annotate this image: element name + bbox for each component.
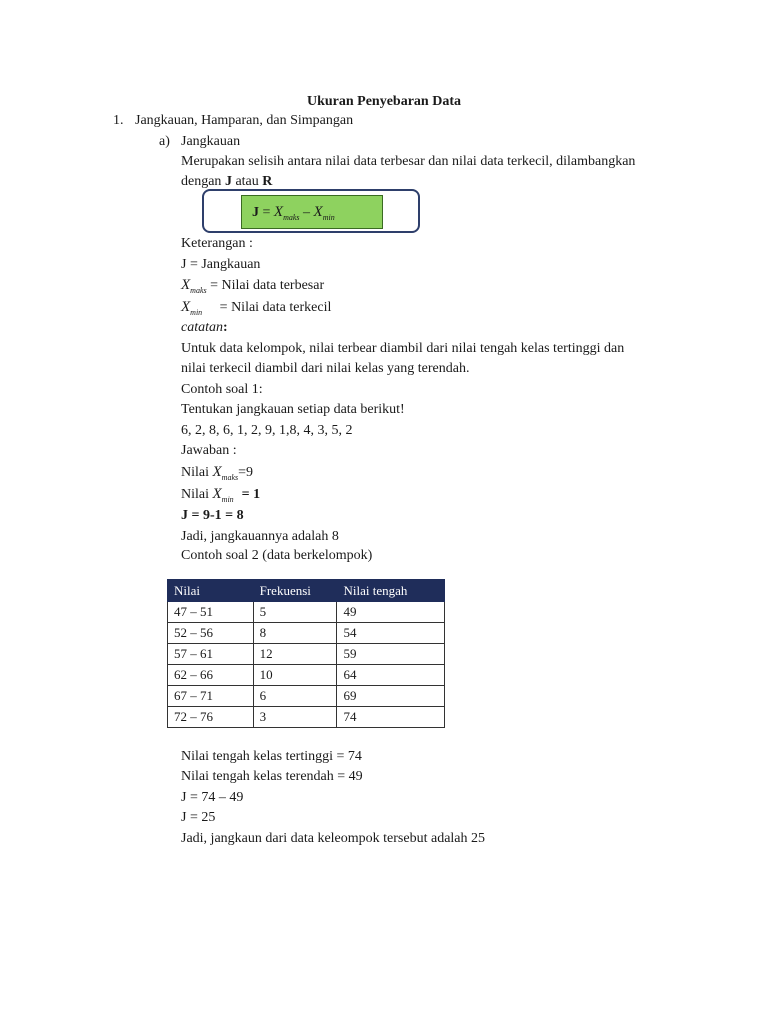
symbol-j: J	[224, 174, 232, 189]
contoh1-label: Contoh soal 1:	[181, 382, 263, 397]
table-row	[168, 686, 445, 707]
formula-sub-max: maks	[283, 213, 300, 222]
formula-x-max: X	[273, 204, 284, 220]
header-frekuensi: Frekuensi	[253, 580, 337, 602]
range-formula	[241, 195, 383, 229]
cell-nilai: 67 – 71	[168, 686, 254, 707]
cell-nilai: 57 – 61	[168, 644, 254, 665]
nilai-xmaks-sub: maks	[221, 473, 239, 482]
j-calculation: J = 9-1 = 8	[181, 508, 244, 523]
ket-xmaks-x: X	[181, 277, 191, 293]
nilai-xmin-pre: Nilai	[181, 487, 213, 502]
cell-nilai-tengah: 49	[337, 602, 445, 623]
table-row	[168, 602, 445, 623]
cell-frekuensi: 6	[253, 686, 337, 707]
cell-nilai: 72 – 76	[168, 707, 254, 728]
table-row	[168, 707, 445, 728]
after-line-3: J = 74 – 49	[181, 790, 244, 805]
formula-x-min: X	[313, 204, 323, 220]
header-nilai-tengah: Nilai tengah	[337, 580, 445, 602]
nilai-xmaks-x: X	[212, 464, 222, 480]
catatan-line-1: Untuk data kelompok, nilai terbear diambil dari nilai tengah kelas tertinggi dan	[181, 341, 625, 356]
ket-xmin	[181, 297, 331, 319]
symbol-r: R	[262, 174, 273, 189]
definition-connector: atau	[231, 174, 263, 189]
formula-eq: =	[259, 205, 274, 220]
cell-nilai: 62 – 66	[168, 665, 254, 686]
nilai-xmin-sub: min	[221, 495, 234, 504]
nilai-xmin	[181, 484, 260, 506]
ket-xmin-sub: min	[190, 308, 203, 317]
table-header-row	[168, 580, 445, 602]
nilai-xmin-x: X	[212, 486, 222, 502]
formula-minus: –	[299, 205, 314, 220]
table-row	[168, 644, 445, 665]
cell-frekuensi: 5	[253, 602, 337, 623]
cell-nilai: 47 – 51	[168, 602, 254, 623]
contoh1-question: Tentukan jangkauan setiap data berikut!	[181, 402, 405, 417]
nilai-xmin-val: = 1	[241, 487, 261, 502]
definition-text: dengan	[181, 174, 225, 189]
table-row	[168, 623, 445, 644]
catatan-label: catatan	[181, 320, 223, 335]
nilai-xmaks-val: =9	[238, 465, 254, 480]
ket-xmaks-sub: maks	[190, 286, 207, 295]
cell-nilai-tengah: 74	[337, 707, 445, 728]
cell-frekuensi: 3	[253, 707, 337, 728]
cell-nilai-tengah: 54	[337, 623, 445, 644]
keterangan-label: Keterangan :	[181, 236, 253, 251]
nilai-xmaks-pre: Nilai	[181, 465, 213, 480]
after-line-4: J = 25	[181, 810, 216, 825]
contoh2-label: Contoh soal 2 (data berkelompok)	[181, 548, 373, 563]
cell-nilai-tengah: 64	[337, 665, 445, 686]
ket-xmaks-text: = Nilai data terbesar	[210, 278, 325, 293]
jawaban-label: Jawaban :	[181, 443, 237, 458]
catatan-heading	[181, 318, 228, 338]
cell-frekuensi: 10	[253, 665, 337, 686]
cell-nilai-tengah: 69	[337, 686, 445, 707]
ket-xmaks	[181, 275, 324, 297]
subsection-heading: Jangkauan	[181, 134, 241, 149]
after-line-2: Nilai tengah kelas terendah = 49	[181, 769, 363, 784]
cell-frekuensi: 12	[253, 644, 337, 665]
after-line-1: Nilai tengah kelas tertinggi = 74	[181, 749, 362, 764]
header-nilai: Nilai	[168, 580, 254, 602]
section-heading: Jangkauan, Hamparan, dan Simpangan	[135, 113, 354, 128]
cell-nilai-tengah: 59	[337, 644, 445, 665]
catatan-line-2: nilai terkecil diambil dari nilai kelas yang terendah.	[181, 361, 470, 376]
formula-sub-min: min	[322, 213, 335, 222]
nilai-xmaks	[181, 462, 253, 484]
contoh1-data: 6, 2, 8, 6, 1, 2, 9, 1,8, 4, 3, 5, 2	[181, 423, 353, 438]
subsection-number: a)	[159, 134, 170, 149]
ket-xmin-x: X	[181, 299, 191, 315]
cell-nilai: 52 – 56	[168, 623, 254, 644]
cell-frekuensi: 8	[253, 623, 337, 644]
document-title: Ukuran Penyebaran Data	[306, 94, 461, 109]
catatan-colon: :	[223, 320, 228, 335]
after-line-5: Jadi, jangkaun dari data keleompok tersebut adalah 25	[181, 831, 486, 846]
formula-lhs: J	[252, 205, 259, 220]
ket-xmin-text: = Nilai data terkecil	[219, 300, 332, 315]
table-row	[168, 665, 445, 686]
ket-jangkauan: J = Jangkauan	[181, 257, 261, 272]
section-number: 1.	[113, 113, 124, 128]
jadi-1: Jadi, jangkauannya adalah 8	[181, 529, 339, 544]
definition-line-1: Merupakan selisih antara nilai data terbesar dan nilai data terkecil, dilambangkan	[181, 154, 636, 169]
frequency-table	[167, 579, 445, 728]
